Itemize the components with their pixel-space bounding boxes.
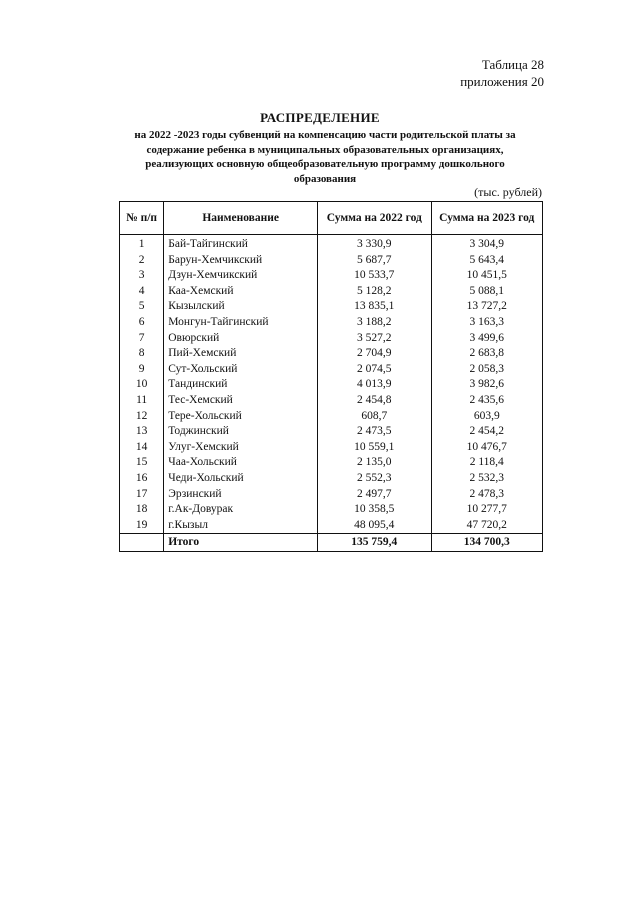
- sum-2022: 2 497,7: [318, 487, 431, 503]
- total-sum-2022: 135 759,4: [318, 534, 431, 552]
- sum-2023: 603,9: [431, 409, 543, 425]
- subtitle-line: содержание ребенка в муниципальных образовательных организациях,: [146, 143, 504, 156]
- district-name: Пий-Хемский: [164, 346, 318, 362]
- district-name: Тандинский: [164, 377, 318, 393]
- table-row: [120, 393, 543, 409]
- row-number: 9: [120, 362, 164, 378]
- sum-2023: 5 088,1: [431, 284, 543, 300]
- district-name: Дзун-Хемчикский: [164, 268, 318, 284]
- sum-2023: 10 476,7: [431, 440, 543, 456]
- table-row: [120, 315, 543, 331]
- sum-2023: 2 454,2: [431, 424, 543, 440]
- total-label: Итого: [164, 534, 318, 552]
- column-header-name: Наименование: [164, 202, 318, 235]
- table-row: [120, 377, 543, 393]
- sum-2023: 3 499,6: [431, 331, 543, 347]
- sum-2022: 2 074,5: [318, 362, 431, 378]
- row-number: 2: [120, 253, 164, 269]
- table-row: [120, 471, 543, 487]
- district-name: г.Ак-Довурак: [164, 502, 318, 518]
- table-number-label: Таблица 28: [481, 57, 544, 72]
- row-number: 6: [120, 315, 164, 331]
- table-row: [120, 268, 543, 284]
- row-number: 17: [120, 487, 164, 503]
- table-row: [120, 362, 543, 378]
- sum-2022: 2 135,0: [318, 455, 431, 471]
- column-header-sum-2022: Сумма на 2022 год: [318, 202, 431, 235]
- table-row: [120, 235, 543, 253]
- appendix-label: приложения 20: [460, 74, 544, 89]
- district-name: Тес-Хемский: [164, 393, 318, 409]
- sum-2022: 2 552,3: [318, 471, 431, 487]
- row-number: 15: [120, 455, 164, 471]
- row-number: 4: [120, 284, 164, 300]
- row-number: 16: [120, 471, 164, 487]
- sum-2023: 2 478,3: [431, 487, 543, 503]
- row-number: 3: [120, 268, 164, 284]
- subtitle-line: на 2022 -2023 годы субвенций на компенсацию части родительской платы за: [134, 129, 516, 141]
- sum-2023: 3 304,9: [431, 235, 543, 253]
- table-row: [120, 409, 543, 425]
- sum-2022: 10 358,5: [318, 502, 431, 518]
- table-row: [120, 502, 543, 518]
- district-name: Тере-Хольский: [164, 409, 318, 425]
- total-sum-2023: 134 700,3: [431, 534, 543, 552]
- column-header-number: № п/п: [120, 202, 164, 235]
- sum-2022: 2 454,8: [318, 393, 431, 409]
- row-number: 7: [120, 331, 164, 347]
- sum-2023: 10 277,7: [431, 502, 543, 518]
- table-row: [120, 331, 543, 347]
- district-name: Тоджинский: [164, 424, 318, 440]
- units-label: (тыс. рублей): [474, 185, 542, 199]
- district-name: Бай-Тайгинский: [164, 235, 318, 253]
- column-header-sum-2023: Сумма на 2023 год: [431, 202, 543, 235]
- district-name: Кызылский: [164, 299, 318, 315]
- sum-2023: 3 163,3: [431, 315, 543, 331]
- table-row: [120, 284, 543, 300]
- sum-2023: 2 058,3: [431, 362, 543, 378]
- sum-2022: 3 188,2: [318, 315, 431, 331]
- sum-2023: 2 532,3: [431, 471, 543, 487]
- row-number: 19: [120, 518, 164, 534]
- sum-2022: 10 559,1: [318, 440, 431, 456]
- sum-2022: 10 533,7: [318, 268, 431, 284]
- sum-2023: 3 982,6: [431, 377, 543, 393]
- sum-2023: 10 451,5: [431, 268, 543, 284]
- total-number-cell: [120, 534, 164, 552]
- sum-2023: 2 683,8: [431, 346, 543, 362]
- document-subtitle: [110, 128, 540, 186]
- row-number: 1: [120, 235, 164, 253]
- distribution-table: [119, 201, 543, 552]
- row-number: 8: [120, 346, 164, 362]
- sum-2022: 2 704,9: [318, 346, 431, 362]
- row-number: 14: [120, 440, 164, 456]
- table-row: [120, 518, 543, 534]
- sum-2022: 5 128,2: [318, 284, 431, 300]
- table-row: [120, 299, 543, 315]
- table-row: [120, 440, 543, 456]
- total-row: [120, 534, 543, 552]
- row-number: 13: [120, 424, 164, 440]
- row-number: 10: [120, 377, 164, 393]
- table-row: [120, 424, 543, 440]
- table-row: [120, 487, 543, 503]
- district-name: Чаа-Хольский: [164, 455, 318, 471]
- table-row: [120, 346, 543, 362]
- sum-2023: 47 720,2: [431, 518, 543, 534]
- sum-2022: 5 687,7: [318, 253, 431, 269]
- sum-2022: 3 527,2: [318, 331, 431, 347]
- district-name: Овюрский: [164, 331, 318, 347]
- district-name: Сут-Хольский: [164, 362, 318, 378]
- sum-2022: 2 473,5: [318, 424, 431, 440]
- district-name: Улуг-Хемский: [164, 440, 318, 456]
- row-number: 5: [120, 299, 164, 315]
- document-title: РАСПРЕДЕЛЕНИЕ: [260, 110, 380, 125]
- sum-2023: 13 727,2: [431, 299, 543, 315]
- sum-2023: 2 435,6: [431, 393, 543, 409]
- district-name: Барун-Хемчикский: [164, 253, 318, 269]
- district-name: Монгун-Тайгинский: [164, 315, 318, 331]
- district-name: Чеди-Хольский: [164, 471, 318, 487]
- subtitle-line: реализующих основную общеобразовательную программу дошкольного: [145, 158, 505, 170]
- district-name: г.Кызыл: [164, 518, 318, 534]
- sum-2022: 608,7: [318, 409, 431, 425]
- district-name: Эрзинский: [164, 487, 318, 503]
- table-row: [120, 253, 543, 269]
- table-row: [120, 455, 543, 471]
- row-number: 11: [120, 393, 164, 409]
- sum-2023: 5 643,4: [431, 253, 543, 269]
- sum-2022: 13 835,1: [318, 299, 431, 315]
- district-name: Каа-Хемский: [164, 284, 318, 300]
- sum-2022: 3 330,9: [318, 235, 431, 253]
- table-header-row: [120, 202, 543, 235]
- row-number: 12: [120, 409, 164, 425]
- table-body: [120, 235, 543, 552]
- sum-2022: 4 013,9: [318, 377, 431, 393]
- row-number: 18: [120, 502, 164, 518]
- sum-2022: 48 095,4: [318, 518, 431, 534]
- subtitle-line: образования: [293, 172, 357, 185]
- sum-2023: 2 118,4: [431, 455, 543, 471]
